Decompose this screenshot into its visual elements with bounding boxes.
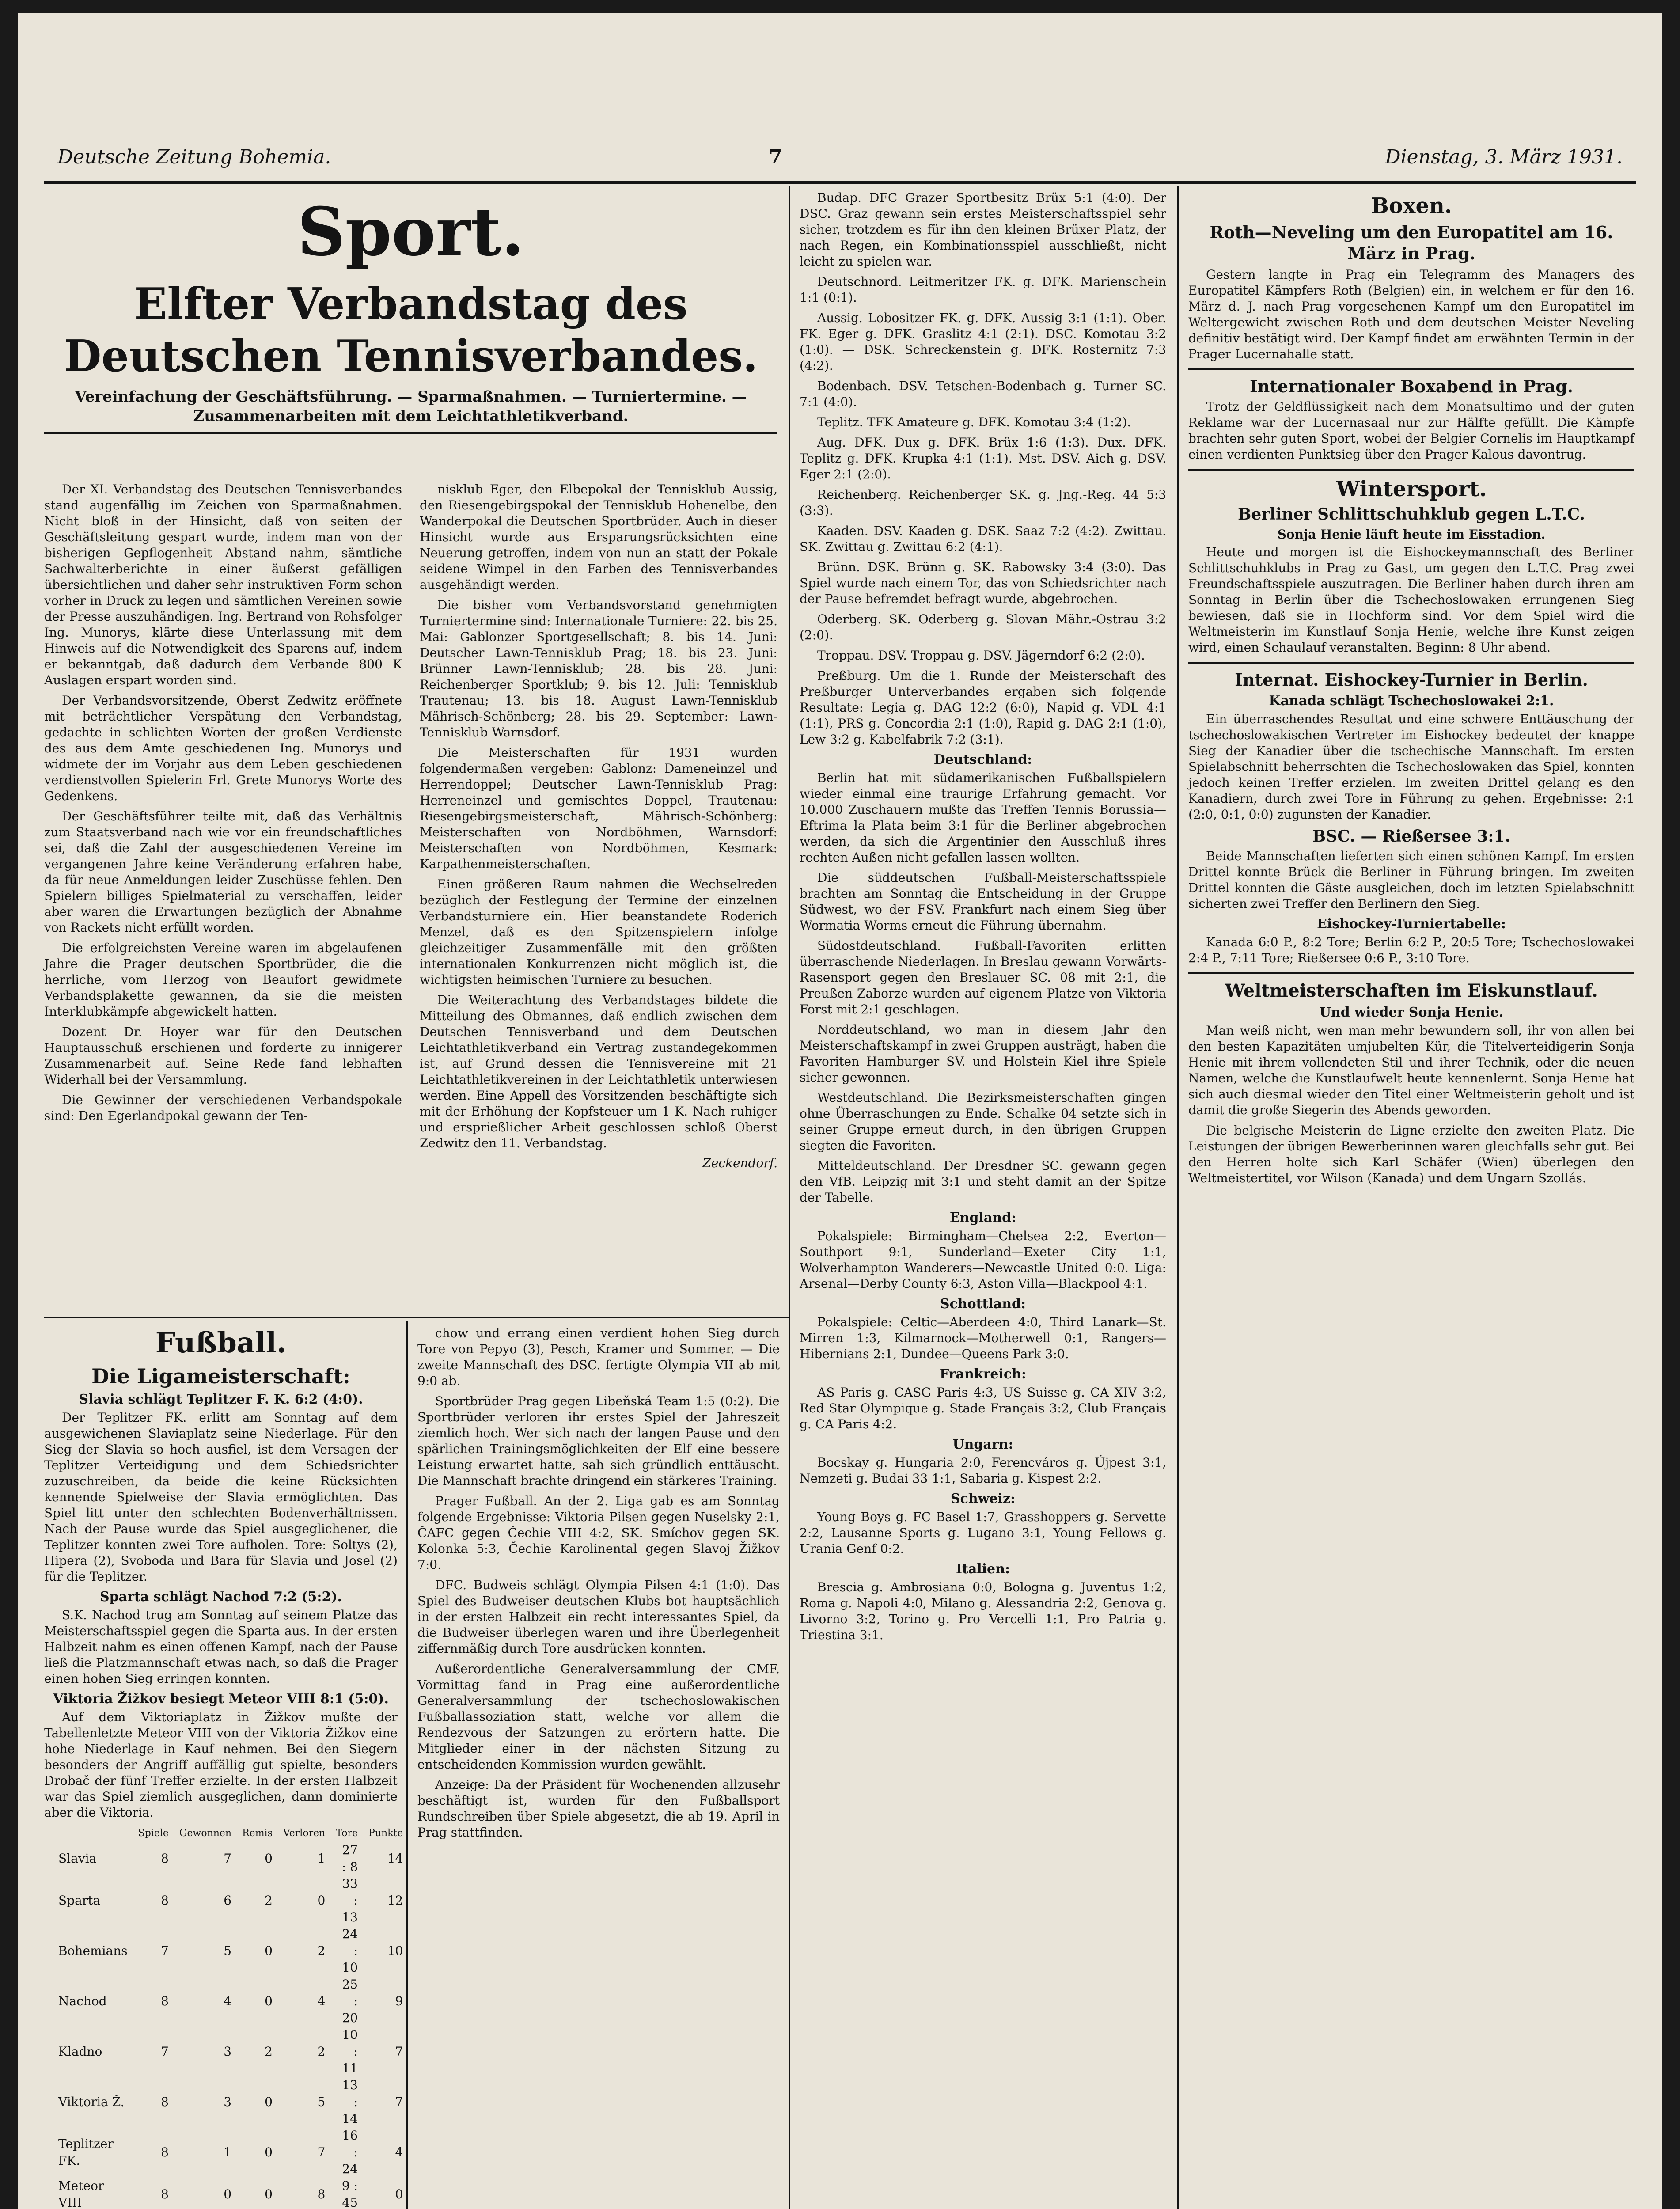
masthead-sport: Sport. [297,193,524,271]
winter-title: Wintersport. [1336,477,1487,501]
table-row [53,2027,408,2077]
lead-column-1 [44,482,402,1312]
sport-paragraph: Man weiß nicht, wen man mehr bewundern soll, ihr von allen bei den besten Kapazitäten umjubelten Kür, die Titelverteidigerin Sonja Henie mit ihrem vollendeten Stil und ihrer Technik, oder die neuen Namen, welche die Kunstlaufwelt heute kennenlernt. Sonja Henie hat sich auch diesmal wieder den Titel einer Weltmeisterin geholt und ist damit die große Siegerin des Abends geworden. [1188,1023,1634,1117]
sport-paragraph: Heute und morgen ist die Eishockeymannschaft des Berliner Schlittschuhklubs in Prag zu Gast, um gegen den L.T.C. Prag zwei Freundschaftsspiele auszutragen. Die Berliner haben durch ihren am Sonntag in Berlin über die Tschechoslowaken errungenen Sieg bewiesen, daß sie in Hochform sind. Vor dem Spiel wird die Weltmeisterin im Kunstlauf Sonja Henie, welche ihre Kunst zeigen wird, einen Schaulauf veranstalten. Beginn: 8 Uhr abend. [1188,545,1634,655]
league-table-header [53,1825,408,1842]
lead-paragraph: Einen größeren Raum nahmen die Wechselreden bezüglich der Festlegung der Termine der einzelnen Verbandsturniere ein. Hier beanstandete Roderich Menzel, daß es den Spitzenspielern infolge gleichzeitiger Zusammenfälle mit den größten internationalen Konkurrenzen nicht möglich ist, die wichtigsten heimischen Turniere zu besuchen. [420,877,777,987]
lead-paragraph: Die Gewinner der verschiedenen Verbandspokale sind: Den Egerlandpokal gewann der Ten- [44,1093,402,1123]
sparta-sub: Sparta schlägt Nachod 7:2 (5:2). [100,1589,342,1605]
column-rule [1177,186,1179,2209]
schottland-title: Schottland: [940,1296,1026,1312]
lead-paragraph: Die Weiterachtung des Verbandstages bildete die Mitteilung des Obmannes, daß endlich zwischen dem Deutschen Tennisverband und dem Deutschen Leichtathletikverband ein Vertrag zustandegekommen ist, auf Grund dessen die Tennisvereine mit 21 Leichtathletikvereinen in der Leichtathletik unterwiesen werden. Eine Appell des Vorsitzenden beschäftigte sich mit der Erhöhung der Kopfsteuer um 1 K. Nach ruhiger und ersprießlicher Arbeit geschlossen schloß Oberst Zedwitz den 11. Verbandstag. [420,993,777,1150]
results-paragraph: Reichenberg. Reichenberger SK. g. Jng.-Reg. 44 5:3 (3:3). [800,487,1166,518]
column-rule [789,186,790,2209]
table-cell: 13 : 14 [342,2078,358,2126]
table-cell: Nachod [58,1994,107,2008]
sport-paragraph: Beide Mannschaften lieferten sich einen schönen Kampf. Im ersten Drittel konnte Brück die Berliner in Führung bringen. Im zweiten Drittel konnten die Gäste ausgleichen, doch im letzten Spielabschnitt sicherten zwei Treffer den Berlinern den Sieg. [1188,849,1634,911]
results-paragraph: Aussig. Lobositzer FK. g. DFK. Aussig 3:1 (1:1). Ober. FK. Eger g. DFK. Graslitz 4:1 (2:1). DSC. Komotau 3:2 (1:0). — DSK. Schreckenstein g. DFK. Rosternitz 7:3 (4:2). [800,311,1166,373]
results-paragraph: Teplitz. TFK Amateure g. DFK. Komotau 3:4 (1:2). [817,415,1131,429]
table-cell: Teplitzer FK. [58,2137,114,2168]
table-cell: 4 [224,1994,232,2008]
fussball-paragraph: DFC. Budweis schlägt Olympia Pilsen 4:1 (1:0). Das Spiel des Budweiser deutschen Klubs bot hauptsächlich in der ersten Halbzeit ein recht interessantes Spiel, da die Budweiser überlegen waren und ihre Überlegenheit ziffernmäßig durch Tore ausdrücken konnten. [417,1578,780,1656]
table-cell: 7 [317,2145,326,2160]
header-rule [44,181,1636,184]
table-cell: Bohemians [58,1943,128,1958]
divider [44,432,777,434]
results-paragraph: Brescia g. Ambrosiana 0:0, Bologna g. Juventus 1:2, Roma g. Napoli 4:0, Milano g. Alessandria 2:2, Genova g. Livorno 3:2, Torino g. Pro Vercelli 1:1, Pro Patria g. Triestina 3:1. [800,1580,1166,1642]
boxen-sub: Roth—Neveling um den Europatitel am 16. März in Prag. [1210,222,1613,263]
table-row [53,2077,408,2127]
newspaper-page [18,13,1662,2209]
divider [1188,972,1634,974]
lead-paragraph: nisklub Eger, den Elbepokal der Tennisklub Aussig, den Riesengebirgspokal der Tennisklub Hohenelbe, den Wanderpokal die Deutschen Sportbrüder. Auch in dieser Hinsicht wurde aus Ersparungsrücksichten eine Neuerung getroffen, indem von nun an statt der Pokale seidene Wimpel in den Farben des Tennisverbandes ausgehändigt werden. [420,482,777,592]
table-cell: 0 [317,1893,326,1908]
results-paragraph: Deutschnord. Leitmeritzer FK. g. DFK. Marienschein 1:1 (0:1). [800,274,1166,305]
table-header-cell: Spiele [138,1828,169,1839]
table-cell: 0 [265,1943,273,1958]
welt-sub: Und wieder Sonja Henie. [1319,1005,1504,1020]
results-paragraph: Südostdeutschland. Fußball-Favoriten erlitten überraschende Niederlagen. In Breslau gewann Vorwärts-Rasensport gegen den Breslauer SC. 08 mit 2:1, die Preußen Zaborze wurden auf eigenem Platze von Viktoria Forst mit 2:1 geschlagen. [800,938,1166,1017]
sport-paragraph: Trotz der Geldflüssigkeit nach dem Monatsultimo und der guten Reklame war der Lucernasaal nur zur Hälfte gefüllt. Die Kämpfe brachten sehr guten Sport, wobei der Belgier Cornelis im Hauptkampf einen verdienten Punktsieg über den Prager Kalous davontrug. [1188,399,1634,462]
table-cell: 2 [265,2044,273,2059]
sport-paragraph: Die belgische Meisterin de Ligne erzielte den zweiten Platz. Die Leistungen der übrigen Bewerberinnen waren gleichfalls sehr gut. Bei den Herren holte sich Karl Schäfer (Wien) überlegen den Weltmeistertitel, vor Wilson (Kanada) und dem Ungarn Szollás. [1188,1123,1634,1185]
table-cell: 9 [395,1994,403,2008]
lead-subhead: Vereinfachung der Geschäftsführung. — Sparmaßnahmen. — Turniertermine. — Zusammenarbeiten mit dem Leichtathletikverband. [75,388,747,425]
table-cell: 8 [161,2145,169,2160]
results-paragraph: Die süddeutschen Fußball-Meisterschaftsspiele brachten am Sonntag die Entscheidung in der Gruppe Südwest, wo der FSV. Frankfurt nach einem Sieg über Wormatia Worms erneut die Führung übernahm. [800,870,1166,933]
sport-paragraph: Kanada 6:0 P., 8:2 Tore; Berlin 6:2 P., 20:5 Tore; Tschechoslowakei 2:4 P., 7:11 Tore; Rießersee 0:6 P., 3:10 Tore. [1188,935,1634,965]
table-cell: 3 [224,2044,232,2059]
table-cell: 27 : 8 [341,1843,358,1874]
table-cell: 5 [317,2095,326,2109]
fussball-title: Fußball. [155,1326,287,1359]
results-paragraph: Budap. DFC Grazer Sportbesitz Brüx 5:1 (4:0). Der DSC. Graz gewann sein erstes Meisterschaftsspiel sehr sicher, trotzdem es für ihn den kleinen Brüxer Platz, der nach Regen, ein Kombinationsspiel ausschließt, nicht leicht zu spielen war. [800,190,1166,269]
table-cell: 2 [265,1893,273,1908]
results-paragraph: Troppau. DSV. Troppau g. DSV. Jägerndorf 6:2 (2:0). [817,648,1145,663]
lead-headline: Elfter Verbandstag des Deutschen Tennisverbandes. [64,279,758,382]
fussball-column-2 [417,1325,780,2209]
table-cell: 1 [224,2145,232,2160]
league-table [53,1825,408,2209]
table-cell: 33 : 13 [342,1876,358,1924]
results-column [800,190,1166,2209]
bsc-title: BSC. — Rießersee 3:1. [1312,827,1511,846]
table-cell: 0 [265,2095,273,2109]
viktoria-sub: Viktoria Žižkov besiegt Meteor VIII 8:1 (5:0). [53,1691,389,1707]
lead-author: Zeckendorf. [702,1156,777,1170]
table-cell: 0 [265,2187,273,2201]
eishockey-sub: Kanada schlägt Tschechoslowakei 2:1. [1269,693,1554,709]
results-paragraph: Young Boys g. FC Basel 1:7, Grasshoppers g. Servette 2:2, Lausanne Sports g. Lugano 3:1, Young Fellows g. Urania Genf 0:2. [800,1510,1166,1556]
lead-paragraph: Die Meisterschaften für 1931 wurden folgendermaßen vergeben: Gablonz: Dameneinzel und Herrendoppel; Deutscher Lawn-Tennisklub Prag: Herreneinzel und gemischtes Doppel, Trautenau: Riesengebirgsmeisterschaft, Mährisch-Schönberg: Meisterschaften von Nordböhmen, Warnsdorf: Meisterschaften von Nordböhmen, Kesmark: Karpathenmeisterschaften. [420,745,777,871]
table-cell: Sparta [58,1893,101,1908]
table-cell: Slavia [58,1851,97,1866]
table-cell: 8 [161,2187,169,2201]
fussball-paragraph: Prager Fußball. An der 2. Liga gab es am Sonntag folgende Ergebnisse: Viktoria Pilsen gegen Nuselsky 2:1, ČAFC gegen Čechie VIII 4:2, SK. Smíchov gegen SK. Kolonka 5:3, Čechie Karolinental gegen Slavoj Žižkov 7:0. [417,1494,780,1572]
table-cell: Meteor VIII [58,2179,104,2209]
table-cell: 7 [161,1943,169,1958]
fussball-paragraph: S.K. Nachod trug am Sonntag auf seinem Platze das Meisterschaftsspiel gegen die Sparta aus. In der ersten Halbzeit nahm es einen offenen Kampf, nach der Pause ließ die Platzmannschaft etwas nach, so daß die Prager einen hohen Sieg erringen konnten. [44,1608,398,1686]
results-paragraph: Bodenbach. DSV. Tetschen-Bodenbach g. Turner SC. 7:1 (4:0). [800,379,1166,409]
eishockey-title: Internat. Eishockey-Turnier in Berlin. [1235,670,1588,690]
italien-title: Italien: [956,1561,1010,1577]
table-row [53,1926,408,1976]
lead-article [44,190,777,1312]
header-left: Deutsche Zeitung Bohemia. [57,146,331,168]
fussball-paragraph: Der Teplitzer FK. erlitt am Sonntag auf dem ausgewichenen Slaviaplatz seine Niederlage. Für den Sieg der Slavia so hoch ausfiel, ist dem Versagen der Teplitzer Verteidigung und dem Schiedsrichter zuzuschreiben, da beide die keine Rücksichten kennende Spielweise der Slavia ermöglichten. Das Spiel litt unter den schlechten Bodenverhältnissen. Nach der Pause wurde das Spiel ausgeglichener, die Teplitzer konnten zwei Tore aufholen. Tore: Soltys (2), Hipera (2), Svoboda und Bara für Slavia und Josel (2) für die Teplitzer. [44,1410,398,1584]
table-cell: 6 [224,1893,232,1908]
ungarn-title: Ungarn: [952,1437,1013,1452]
fussball-paragraph: Sportbrüder Prag gegen Libeňská Team 1:5 (0:2). Die Sportbrüder verloren ihr erstes Spiel der Jahreszeit ziemlich hoch. Wer sich nach der langen Pause und den spärlichen Trainingsmöglichkeiten der Elf eine bessere Leistung erwartet hatte, sah sich gründlich enttäuscht. Die Mannschaft brachte dringend ein stärkeres Training. [417,1394,780,1488]
table-cell: 16 : 24 [342,2128,358,2176]
table-cell: 8 [161,2095,169,2109]
table-cell: 0 [265,2145,273,2160]
table-cell: 8 [161,1994,169,2008]
table-cell: 8 [161,1893,169,1908]
table-cell: 8 [317,2187,326,2201]
lead-paragraph: Dozent Dr. Hoyer war für den Deutschen Hauptausschuß erschienen und forderte zu innigerer Zusammenarbeit auf. Seine Rede fand lebhaften Widerhall bei der Versammlung. [44,1025,402,1087]
table-cell: Viktoria Ž. [58,2095,125,2109]
lead-paragraph: Die erfolgreichsten Vereine waren im abgelaufenen Jahre die Prager deutschen Sportbrüder, die die herrliche, vom Herzog von Beaufort gewidmete Verbandsplakette gewannen, da sie die meisten Interklubkämpfe abgewickelt hatten. [44,941,402,1019]
table-row [53,1976,408,2027]
section-rule [44,1317,789,1318]
sport-paragraph: Ein überraschendes Resultat und eine schwere Enttäuschung der tschechoslowakischen Vertreter im Eishockey bedeutet der knappe Sieg der Kanadier über die tschechische Mannschaft. Im ersten Spielabschnitt beherrschten die Tschechoslowaken das Spiel, konnten jedoch keinen Treffer erzielen. Im zweiten Drittel gelang es den Kanadiern, durch zwei Tore in Führung zu gehen. Ergebnisse: 2:1 (2:0, 0:1, 0:0) zugunsten der Kanadier. [1188,712,1634,822]
table-cell: 10 [387,1943,403,1958]
results-paragraph: Kaaden. DSV. Kaaden g. DSK. Saaz 7:2 (4:2). Zwittau. SK. Zwittau g. Zwittau 6:2 (4:1). [800,524,1166,554]
table-header-cell: Remis [242,1828,273,1839]
table-cell: 12 [387,1893,403,1908]
table-cell: 1 [317,1851,326,1866]
page-number: 7 [769,146,782,168]
winter-sub2: Sonja Henie läuft heute im Eisstadion. [1277,527,1546,542]
lead-paragraph: Die bisher vom Verbandsvorstand genehmigten Turniertermine sind: Internationale Turniere: 22. bis 25. Mai: Gablonzer Sportgesellschaft; 8. bis 14. Juni: Deutscher Lawn-Tennisklub Prag; 18. bis 23. Juni: Brünner Lawn-Tennisklub; 28. bis 28. Juni: Reichenberger Sportklub; 9. bis 12. Juli: Tennisklub Trautenau; 13. bis 18. August Lawn-Tennisklub Mährisch-Schönberg; 28. bis 29. September: Lawn-Tennisklub Warnsdorf. [420,598,777,740]
table-cell: 24 : 10 [342,1927,358,1975]
table-cell: 2 [317,2044,326,2059]
table-cell: Kladno [58,2044,102,2059]
results-paragraph: Mitteldeutschland. Der Dresdner SC. gewann gegen den VfB. Leipzig mit 3:1 und steht damit an der Spitze der Tabelle. [800,1158,1166,1205]
fussball-paragraph: Anzeige: Da der Präsident für Wochenenden allzusehr beschäftigt ist, wurden für den Fußballsport Rundschreiben über Spiele abgesetzt, die ab 19. April in Prag stattfinden. [417,1777,780,1840]
results-paragraph: Bocskay g. Hungaria 2:0, Ferencváros g. Újpest 3:1, Nemzeti g. Budai 33 1:1, Sabaria g. Kispest 2:2. [800,1455,1166,1486]
table-cell: 3 [224,2095,232,2109]
table-cell: 8 [161,1851,169,1866]
boxabend-title: Internationaler Boxabend in Prag. [1249,376,1574,396]
table-cell: 7 [161,2044,169,2059]
table-cell: 0 [395,2187,403,2201]
ligameister-title: Die Ligameisterschaft: [91,1364,350,1388]
table-header-cell: Tore [336,1828,358,1839]
results-paragraph: Pokalspiele: Celtic—Aberdeen 4:0, Third Lanark—St. Mirren 1:3, Kilmarnock—Motherwell 0:1, Rangers—Hibernians 2:1, Dundee—Queens Park 3:0. [800,1315,1166,1361]
results-paragraph: Brünn. DSK. Brünn g. SK. Rabowsky 3:4 (3:0). Das Spiel wurde nach einem Tor, das von Schiedsrichter nach der Pause befremdet befragt wurde, abgebrochen. [800,560,1166,606]
fussball-column-1 [44,1325,403,2209]
lead-column-2 [420,482,777,1312]
wintersport-column [1188,190,1634,2209]
table-row [53,1875,408,1926]
results-paragraph: Berlin hat mit südamerikanischen Fußballspielern wieder einmal eine traurige Erfahrung gemacht. Vor 10.000 Zuschauern mußte das Treffen Tennis Borussia—Eftrima la Plata beim 3:1 für die Berliner abgebrochen werden, da sich die Argentinier den Ausschluß ihres rechten Außen nicht gefallen lassen wollten. [800,770,1166,865]
table-cell: 5 [224,1943,232,1958]
table-cell: 4 [317,1994,326,2008]
lead-paragraph: Der Verbandsvorsitzende, Oberst Zedwitz eröffnete mit beträchtlicher Verspätung den Verbandstag, gedachte in schlichten Worten der großen Verdienste des aus dem Amte geschiedenen Ing. Munorys und widmete der im Vorjahr aus dem Leben geschiedenen verdienstvollen Spielerin Frl. Grete Munorys Worte des Gedenkens. [44,693,402,803]
table-cell: 7 [395,2095,403,2109]
divider [1188,469,1634,471]
results-paragraph: Aug. DFK. Dux g. DFK. Brüx 1:6 (1:3). Dux. DFK. Teplitz g. DFK. Krupka 4:1 (1:1). Mst. DSV. Aich g. DSV. Eger 2:1 (2:0). [800,435,1166,482]
schweiz-title: Schweiz: [950,1491,1016,1507]
ligameister-sub: Slavia schlägt Teplitzer F. K. 6:2 (4:0). [79,1392,363,1407]
table-cell: 0 [265,1994,273,2008]
winter-sub: Berliner Schlittschuhklub gegen L.T.C. [1237,505,1585,524]
results-paragraph: Westdeutschland. Die Bezirksmeisterschaften gingen ohne Überraschungen zu Ende. Schalke 04 setzte sich in seiner Gruppe erneut durch, in den übrigen Gruppen siegten die Favoriten. [800,1090,1166,1153]
table-cell: 4 [395,2145,403,2160]
table-cell: 7 [224,1851,232,1866]
england-title: England: [949,1210,1016,1226]
table-cell: 9 : 45 [341,2179,358,2209]
table-row [53,2178,408,2209]
table-row [53,1842,408,1875]
results-paragraph: Oderberg. SK. Oderberg g. Slovan Mähr.-Ostrau 3:2 (2:0). [800,612,1166,642]
results-paragraph: AS Paris g. CASG Paris 4:3, US Suisse g. CA XIV 3:2, Red Star Olympique g. Stade Français 3:2, Club Français g. CA Paris 4:2. [800,1385,1166,1431]
table-cell: 25 : 20 [342,1977,358,2025]
fussball-paragraph: Außerordentliche Generalversammlung der CMF. Vormittag fand in Prag eine außerordentliche Generalversammlung der tschechoslowakischen Fußballassoziation statt, welche vor allem die Rendezvous der Satzungen zu erörtern hatte. Die Mitglieder einer in der nächsten Sitzung zu entscheidenden Kommission wurden gewählt. [417,1662,780,1772]
welt-title: Weltmeisterschaften im Eiskunstlauf. [1225,980,1598,1001]
table-header-cell: Gewonnen [179,1828,232,1839]
fussball-paragraph: Auf dem Viktoriaplatz in Žižkov mußte der Tabellenletzte Meteor VIII von der Viktoria Žižkov eine hohe Niederlage in Kauf nehmen. Bei den Siegern besonders der Angriff auffällig gut spielte, besonders Drobač der fünf Treffer erzielte. In der ersten Halbzeit war das Spiel ziemlich ausgeglichen, dann dominierte aber die Viktoria. [44,1710,398,1820]
frankreich-title: Frankreich: [939,1366,1027,1382]
table-header-cell: Punkte [368,1828,403,1839]
fussball-paragraph: chow und errang einen verdient hohen Sieg durch Tore von Pepyo (3), Pesch, Kramer und Sommer. — Die zweite Mannschaft des DSC. fertigte Olympia VII ab mit 9:0 ab. [417,1326,780,1388]
table-cell: 7 [395,2044,403,2059]
lead-paragraph: Der XI. Verbandstag des Deutschen Tennisverbandes stand augenfällig im Zeichen von Sparmaßnahmen. Nicht bloß in der Hinsicht, daß von seiten der Geschäftsleitung gespart wurde, indem man von der bisherigen Gepflogenheit Abstand nahm, sämtliche Sachwalterberichte in einer äußerst gefälligen übersichtlichen und daher sehr instruktiven Form schon vorher in Druck zu legen und sämtlichen Vereinen sowie der Presse auszuhändigen. Ing. Bertrand von Rohsfolger Ing. Munorys, klärte diese Unterlassung mit dem Hinweis auf die Notwendigkeit des Sparens auf, indem er bekanntgab, daß dadurch dem Verbande 800 K Auslagen erspart worden sind. [44,482,402,687]
header-date: Dienstag, 3. März 1931. [1385,146,1623,168]
table-row [53,2127,408,2178]
table-cell: 14 [387,1851,403,1866]
results-paragraph: Preßburg. Um die 1. Runde der Meisterschaft des Preßburger Unterverbandes ergaben sich folgende Resultate: Legia g. DAG 12:2 (6:0), Napid g. VDL 4:1 (1:1), PRS g. Concordia 2:1 (1:0), Rapid g. DAG 2:1 (1:0), Lew 3:2 g. Kabelfabrik 7:2 (3:1). [800,668,1166,747]
table-header-cell: Verloren [283,1828,326,1839]
divider [1188,368,1634,370]
boxen-title: Boxen. [1371,194,1452,218]
table-header-cell [53,1825,133,1842]
table-cell: 0 [265,1851,273,1866]
lead-paragraph: Der Geschäftsführer teilte mit, daß das Verhältnis zum Staatsverband nach wie vor ein freundschaftliches sei, daß die Zahl der ausgeschiedenen Vereine im vergangenen Jahre keine Veränderung erfahren habe, da für neue Anmeldungen leider Zuschüsse fehlen. Den Spielern billiges Spielmaterial zu verschaffen, leider aber waren die Erwartungen bezüglich der Abnahme von Rackets nicht erfüllt worden. [44,809,402,935]
table-cell: 2 [317,1943,326,1958]
divider [1188,662,1634,664]
sport-paragraph: Gestern langte in Prag ein Telegramm des Managers des Europatitel Kämpfers Roth (Belgien) ein, in welchem er für den 16. März d. J. nach Prag vorgesehenen Kampf um den Europatitel im Weltergewicht zwischen Roth und dem deutschen Meister Neveling definitiv bestätigt wird. Der Kampf findet am erwähnten Termin in der Prager Lucernahalle statt. [1188,267,1634,361]
tabelle-title: Eishockey-Turniertabelle: [1317,916,1506,932]
results-paragraph: Norddeutschland, wo man in diesem Jahr den Meisterschaftskampf in zwei Gruppen austrägt, haben die Favoriten Hamburger SV. und Holstein Kiel ihre Spiele sicher gewonnen. [800,1022,1166,1085]
results-paragraph: Pokalspiele: Birmingham—Chelsea 2:2, Everton—Southport 9:1, Sunderland—Exeter City 1:1, Wolverhampton Wanderers—Newcastle United 0:0. Liga: Arsenal—Derby County 6:3, Aston Villa—Blackpool 4:1. [800,1229,1166,1291]
table-cell: 10 : 11 [342,2027,358,2076]
table-cell: 0 [224,2187,232,2201]
deutschland-title: Deutschland: [933,752,1032,767]
